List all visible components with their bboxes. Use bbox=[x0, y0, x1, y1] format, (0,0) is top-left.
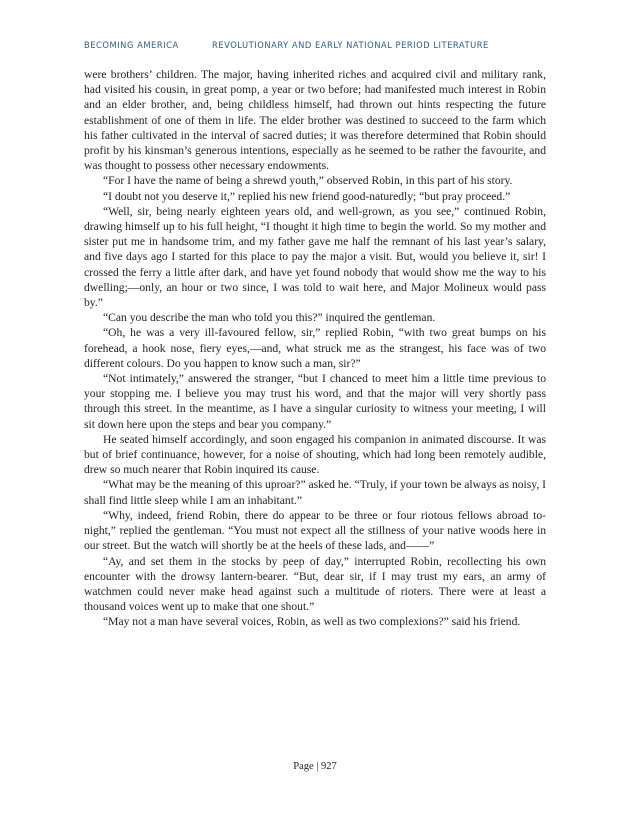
paragraph: He seated himself accordingly, and soon engaged his companion in animated discourse. It was but of brief continuance, however, for a noise of shouting, which had long been remotely audible, drew so much nearer that Robin inquired its cause. bbox=[84, 432, 546, 477]
paragraph: “Oh, he was a very ill-favoured fellow, sir,” replied Robin, “with two great bumps on his forehead, a hook nose, fiery eyes,—and, what struck me as the strangest, his face was of two different colours. Do you happen to know such a man, sir?” bbox=[84, 326, 546, 370]
page-body bbox=[84, 67, 546, 630]
paragraph: “Not intimately,” answered the stranger, “but I chanced to meet him a little time previous to your stopping me. I believe you may trust his word, and that the major will very shortly pass through this street. In the meantime, as I have a singular curiosity to witness your meeting, I will sit down here upon the steps and bear you company.” bbox=[84, 372, 546, 431]
paragraph: “Why, indeed, friend Robin, there do appear to be three or four riotous fellows abroad to-night,” replied the gentleman. “You must not expect all the stillness of your native woods here in our street. But the watch will shortly be at the heels of these lads, and——” bbox=[84, 508, 546, 553]
paragraph: were brothers’ children. The major, having inherited riches and acquired civil and military rank, had visited his cousin, in great pomp, a year or two before; had manifested much interest in Robin and an elder brother, and, being childless himself, had thrown out hints respecting the future establishment of one of them in life. The elder brother was destined to succeed to the farm which his father cultivated in the interval of sacred duties; it was therefore determined that Robin should profit by his kinsman’s generous intentions, especially as he seemed to be rather the favourite, and was thought to possess other necessary endowments. bbox=[84, 68, 546, 173]
paragraph: “I doubt not you deserve it,” replied his new friend good-naturedly; “but pray proceed.” bbox=[103, 189, 511, 203]
paragraph: “May not a man have several voices, Robin, as well as two complexions?” said his friend. bbox=[103, 615, 521, 629]
paragraph: “Ay, and set them in the stocks by peep of day,” interrupted Robin, recollecting his own encounter with the drowsy lantern-bearer. “But, dear sir, if I may trust my ears, an army of watchmen could never make head against such a multitude of rioters. There were at least a thousand voices went up to make that one shout.” bbox=[84, 554, 546, 614]
running-header bbox=[84, 40, 546, 50]
paragraph: “Can you describe the man who told you this?” inquired the gentleman. bbox=[103, 311, 436, 325]
paragraph: “Well, sir, being nearly eighteen years old, and well-grown, as you see,” continued Robin, drawing himself up to his full height, “I thought it high time to begin the world. So my mother and sister put me in handsome trim, and my father gave me half the remnant of his last year’s salary, and five days ago I started for this place to pay the major a visit. But, would you believe it, sir! I crossed the ferry a little after dark, and have yet found nobody that would show me the way to his dwelling;—only, an hour or two since, I was told to wait here, and Major Molineux would pass by.” bbox=[84, 204, 546, 310]
section-title: REVOLUTIONARY AND EARLY NATIONAL PERIOD LITERATURE bbox=[212, 40, 489, 50]
page-number: Page | 927 bbox=[293, 761, 337, 772]
paragraph: “What may be the meaning of this uproar?” asked he. “Truly, if your town be always as noisy, I shall find little sleep while I am an inhabitant.” bbox=[84, 478, 546, 507]
book-title: BECOMING AMERICA bbox=[84, 40, 179, 50]
paragraph: “For I have the name of being a shrewd youth,” observed Robin, in this part of his story. bbox=[103, 174, 513, 188]
